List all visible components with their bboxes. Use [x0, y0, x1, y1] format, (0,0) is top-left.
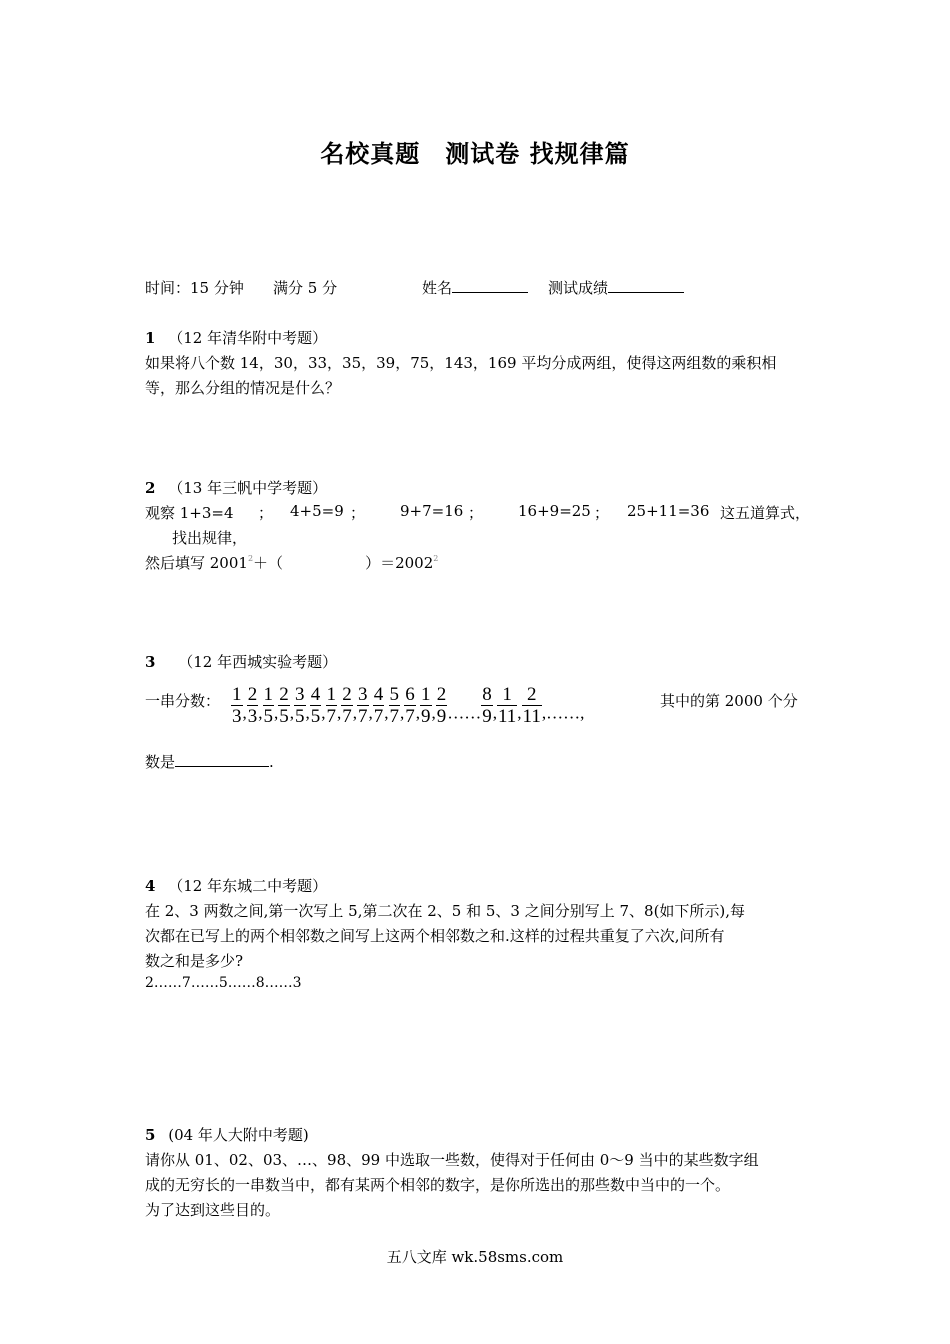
q2-sep-4: ； [594, 504, 610, 522]
fraction-separator: , [431, 703, 436, 723]
q5-number: 5 [145, 1126, 156, 1144]
fraction-numerator: 2 [247, 684, 258, 705]
fraction-separator: , [305, 703, 310, 723]
q2-source: （13 年三帆中学考题） [168, 479, 328, 497]
q3-number: 3 [145, 653, 156, 671]
fraction [294, 684, 306, 727]
q2-fill-a: 然后填写 2001 [145, 554, 248, 572]
fraction-numerator: 3 [358, 684, 368, 705]
fraction-separator: , [415, 703, 420, 723]
q3-answer-line [145, 751, 274, 772]
fraction-numerator: 1 [232, 684, 242, 705]
q2-expr-2: 4+5=9 [290, 502, 344, 520]
name-field [422, 277, 528, 298]
fraction-numerator: 1 [502, 684, 512, 705]
q4-sequence: 2……7……5……8……3 [145, 975, 302, 991]
fraction-numerator: 4 [373, 684, 384, 705]
q5-source: (04 年人大附中考题) [168, 1126, 309, 1144]
fraction-denominator: 7 [358, 706, 368, 727]
q2-tail: 这五道算式， [720, 504, 811, 522]
q2-number: 2 [145, 479, 156, 497]
fraction-denominator: 9 [421, 706, 431, 727]
fraction-separator: , [352, 703, 357, 723]
fraction-denominator: 3 [232, 706, 242, 727]
q3-line-2: 数是 [145, 753, 176, 771]
fraction [373, 684, 385, 727]
fraction [263, 684, 275, 727]
fraction-separator: , [384, 703, 389, 723]
fraction [278, 684, 290, 727]
q2-fill-c: ）＝2002 [365, 554, 434, 572]
fraction-separator: , [242, 703, 247, 723]
page-title: 名校真题 测试卷 找规律篇 [320, 140, 630, 168]
fraction-denominator: 11 [522, 706, 541, 727]
fraction-denominator: 7 [405, 706, 415, 727]
q2-exponent-1: 2 [247, 554, 254, 563]
fraction-numerator: 1 [263, 684, 273, 705]
q5-line-1: 请你从 01、02、03、…、98、99 中选取一些数，使得对于任何由 0～9 当中的某些数字组 [145, 1151, 759, 1169]
fraction-denominator: 5 [295, 706, 305, 727]
score-blank[interactable] [608, 278, 684, 293]
q3-period: . [269, 753, 274, 771]
fraction-ellipsis-end: ,……, [541, 703, 585, 723]
fraction-denominator: 5 [279, 706, 289, 727]
q1-header [145, 327, 327, 348]
fraction [357, 684, 369, 727]
fraction-separator: , [321, 703, 326, 723]
fraction-separator: , [368, 703, 373, 723]
fraction-separator: , [400, 703, 405, 723]
fraction [326, 684, 338, 727]
q1-line-2: 等，那么分组的情况是什么？ [145, 379, 341, 397]
fraction-denominator: 5 [310, 706, 321, 727]
fraction-numerator: 1 [326, 684, 336, 705]
fraction-denominator: 7 [373, 706, 384, 727]
fraction-numerator: 2 [526, 684, 537, 705]
fraction [497, 684, 517, 727]
fraction-separator: , [274, 703, 279, 723]
name-blank[interactable] [452, 278, 528, 293]
q4-line-2: 次都在已写上的两个相邻数之间写上这两个相邻数之和.这样的过程共重复了六次,问所有 [145, 927, 725, 945]
score-label: 测试成绩 [548, 279, 609, 297]
fraction [389, 684, 401, 727]
fraction-denominator: 3 [247, 706, 258, 727]
fraction [310, 684, 322, 727]
fraction [341, 684, 353, 727]
fraction [522, 684, 542, 727]
q2-sep-2: ； [350, 504, 366, 522]
q1-line-1: 如果将八个数 14，30，33，35，39，75，143，169 平均分成两组，使得这两组数的乘积相 [145, 354, 777, 372]
q3-fraction-sequence [231, 684, 584, 727]
q3-header [145, 651, 337, 672]
fraction-denominator: 7 [326, 706, 336, 727]
q2-exponent-2: 2 [433, 554, 439, 563]
fraction-numerator: 6 [405, 684, 415, 705]
fraction-separator: , [258, 703, 263, 723]
fraction-numerator: 2 [342, 684, 352, 705]
q2-fill-line [145, 552, 438, 573]
fraction-numerator: 3 [295, 684, 305, 705]
fraction-separator: , [289, 703, 294, 723]
q4-line-1: 在 2、3 两数之间,第一次写上 5,第二次在 2、5 和 5、3 之间分别写上 7、8(如下所示),每 [145, 902, 746, 920]
full-score: 满分 5 分 [273, 279, 338, 297]
q3-source: （12 年西城实验考题） [178, 653, 338, 671]
fraction-ellipsis: …… [447, 703, 482, 723]
q5-header [145, 1124, 309, 1145]
q4-source: （12 年东城二中考题） [168, 877, 328, 895]
q4-number: 4 [145, 877, 156, 895]
fraction-numerator: 2 [436, 684, 447, 705]
q2-sep-1: ； [258, 504, 274, 522]
q2-fill-b: ＋（ [253, 554, 284, 572]
q2-observe: 观察 1+3=4 [145, 504, 234, 522]
q3-lead: 一串分数： [145, 692, 221, 710]
q2-expr-3: 9+7=16 [400, 502, 464, 520]
q2-header [145, 477, 327, 498]
q3-answer-blank[interactable] [175, 752, 269, 767]
q4-line-3: 数之和是多少? [145, 952, 244, 970]
q5-line-3: 为了达到这些目的。 [145, 1201, 281, 1219]
q2-expr-5: 25+11=36 [627, 502, 710, 520]
q5-line-2: 成的无穷长的一串数当中，都有某两个相邻的数字，是你所选出的那些数中当中的一个。 [145, 1176, 731, 1194]
score-field [548, 277, 684, 298]
fraction-numerator: 5 [389, 684, 399, 705]
fraction-denominator: 7 [389, 706, 399, 727]
fraction-numerator: 4 [310, 684, 321, 705]
fraction-numerator: 2 [279, 684, 289, 705]
q2-sep-3: ； [468, 504, 484, 522]
fraction-denominator: 7 [342, 706, 352, 727]
fraction [481, 684, 493, 727]
fraction-separator: , [337, 703, 342, 723]
fraction [231, 684, 243, 727]
fraction-numerator: 8 [482, 684, 492, 705]
fraction [404, 684, 416, 727]
fraction [247, 684, 259, 727]
fraction-denominator: 11 [498, 706, 517, 727]
q2-expr-4: 16+9=25 [518, 502, 591, 520]
fraction [436, 684, 448, 727]
fraction-denominator: 9 [436, 706, 447, 727]
q4-header [145, 875, 327, 896]
q3-tail: 其中的第 2000 个分 [660, 692, 798, 710]
fraction-denominator: 5 [263, 706, 273, 727]
footer-watermark: 五八文库 wk.58sms.com [386, 1248, 564, 1266]
name-label: 姓名 [422, 279, 453, 297]
fraction [420, 684, 432, 727]
q1-source: （12 年清华附中考题） [168, 329, 328, 347]
q2-line-2: 找出规律， [172, 529, 248, 547]
fraction-numerator: 1 [421, 684, 431, 705]
q1-number: 1 [145, 329, 156, 347]
fraction-separator: , [492, 703, 497, 723]
time-limit: 时间：15 分钟 [145, 279, 244, 297]
fraction-separator: , [517, 703, 522, 723]
fraction-denominator: 9 [482, 706, 492, 727]
